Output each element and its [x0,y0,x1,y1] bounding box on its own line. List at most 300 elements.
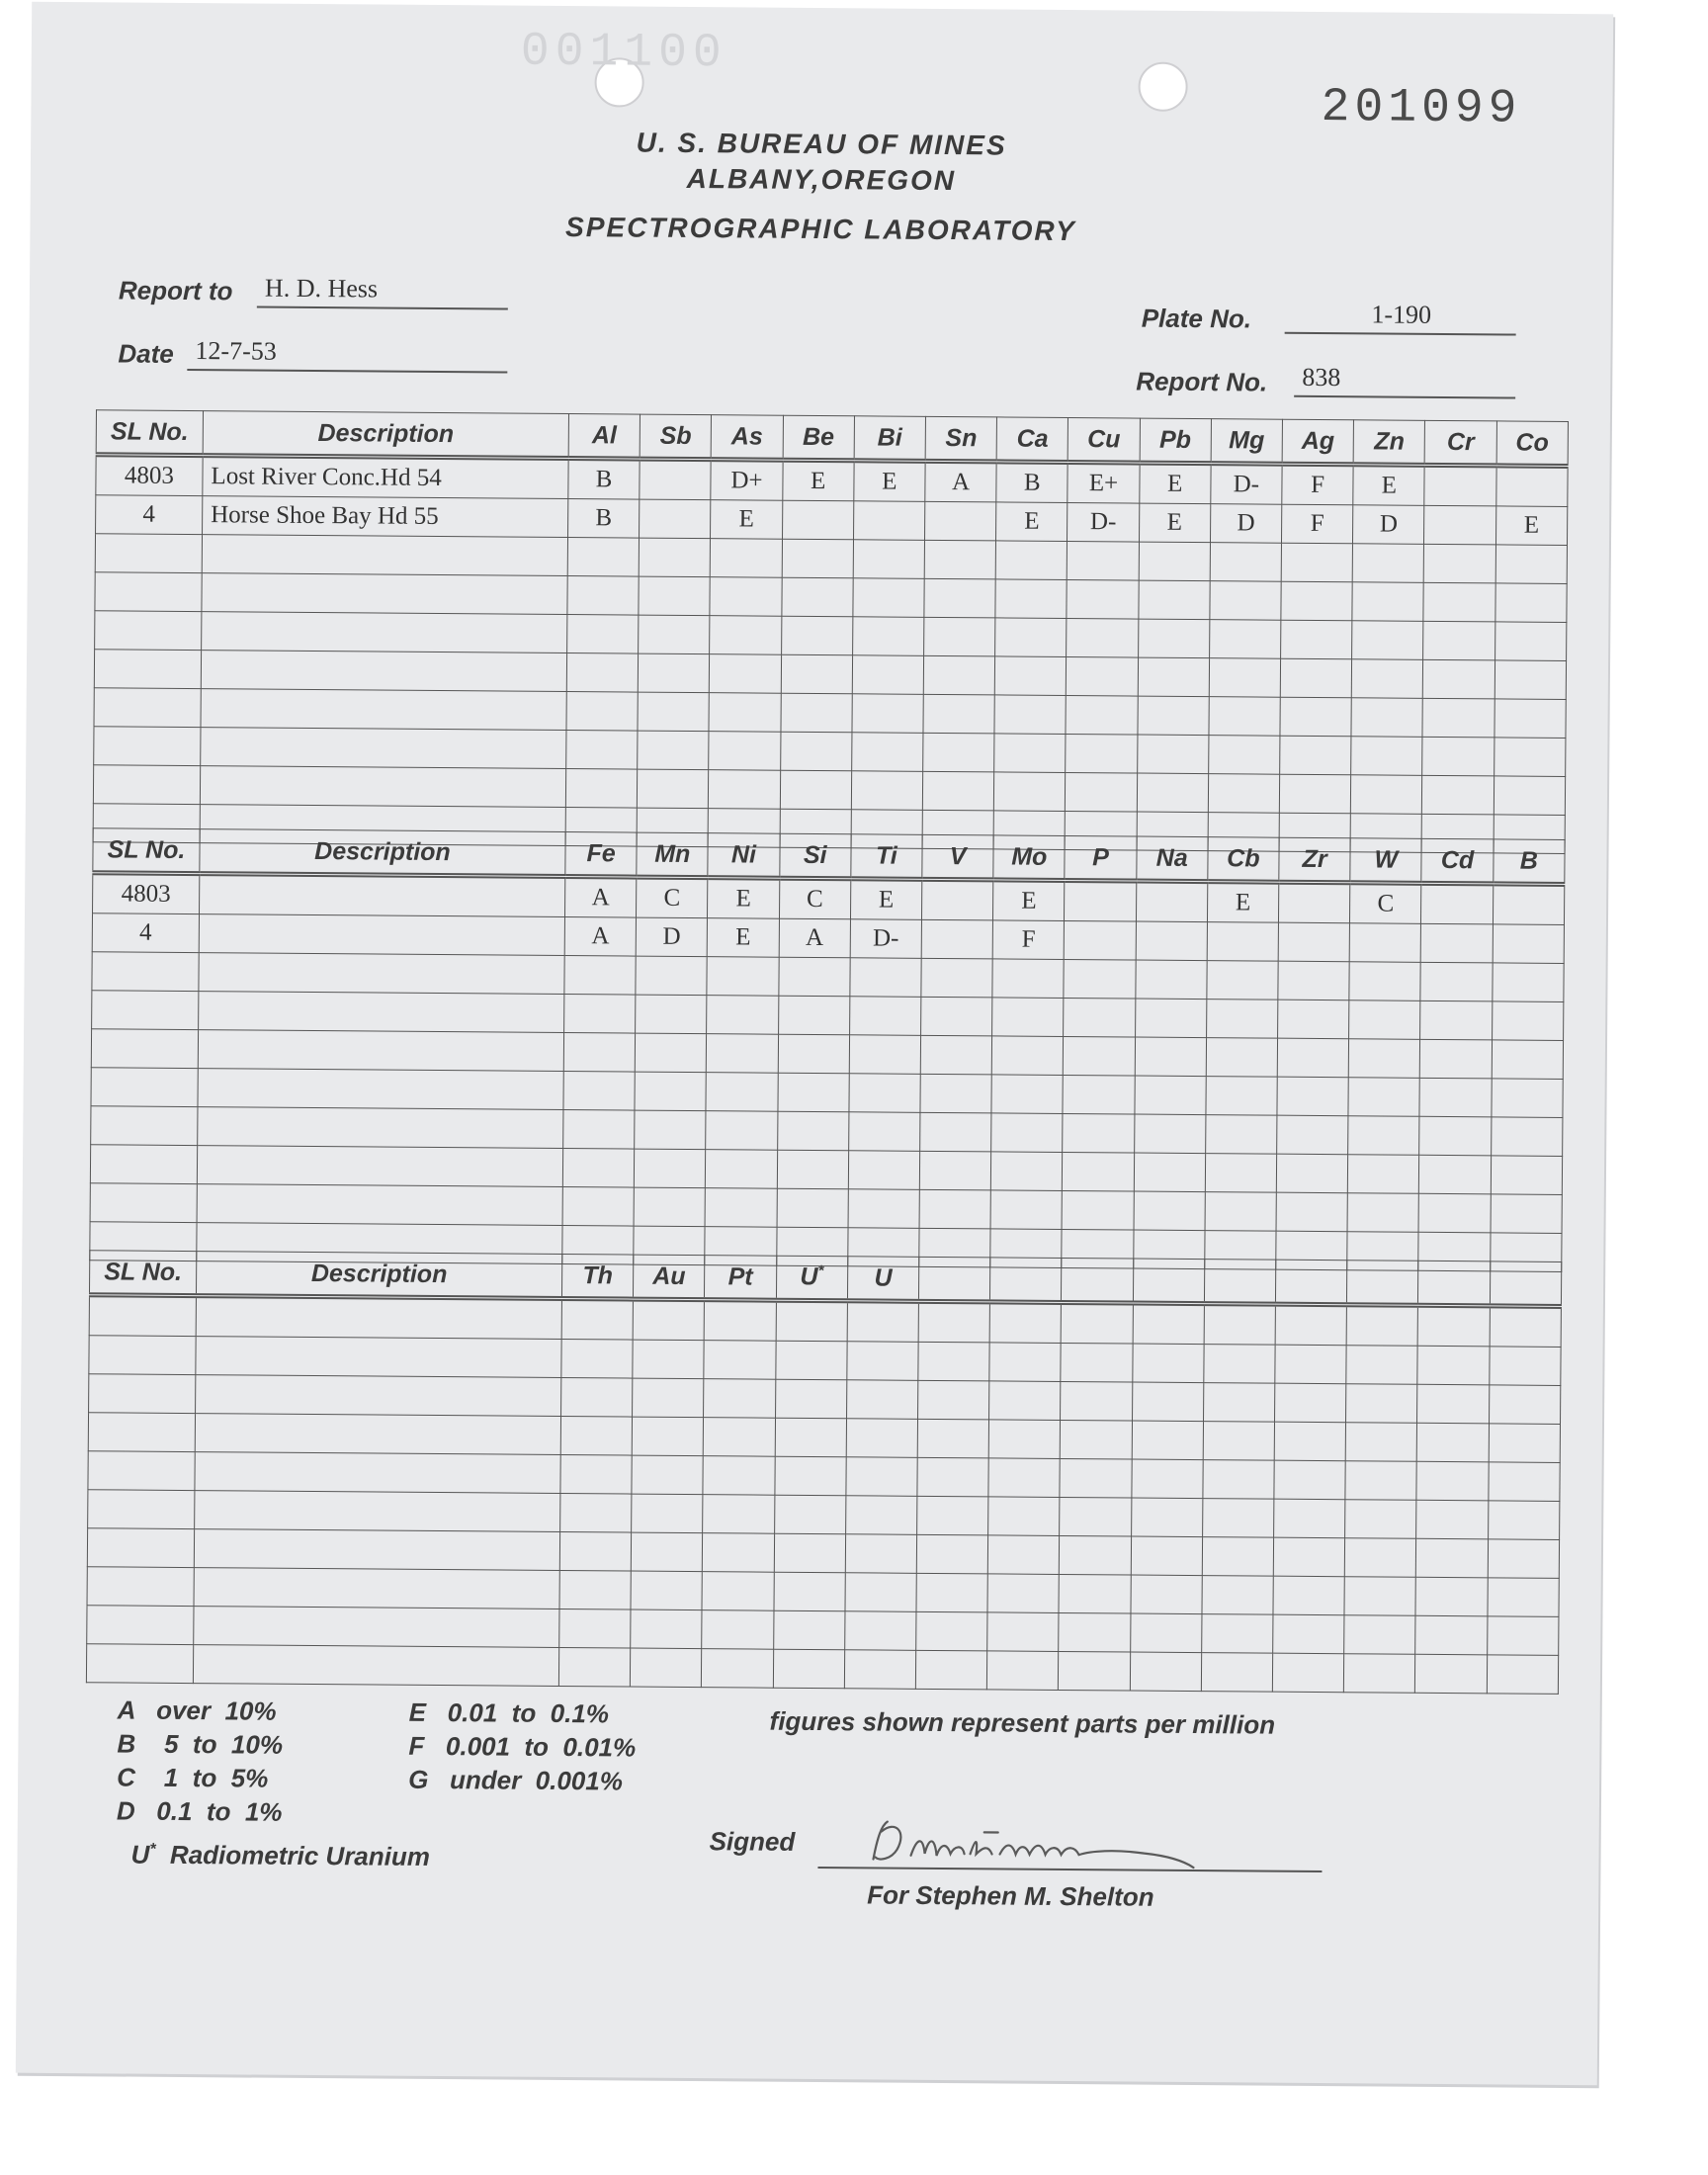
empty-cell [1276,1154,1348,1193]
sl-no-cell: 4 [96,495,203,535]
document-number: 201099 [1321,80,1522,136]
empty-cell [1278,961,1350,1000]
empty-cell [1209,697,1281,737]
element-header: Ni [708,833,780,879]
element-grade-cell: F [992,920,1065,960]
element-grade-cell: E [996,502,1068,542]
empty-cell [988,1497,1061,1536]
empty-cell [1344,1577,1416,1616]
element-grade-cell: E [782,460,854,501]
element-grade-cell [1136,881,1208,922]
empty-cell [93,765,200,805]
empty-cell [564,995,637,1034]
empty-cell [631,1571,703,1610]
empty-cell [197,1146,562,1187]
empty-cell [705,1300,777,1342]
punch-hole [1138,62,1187,112]
empty-cell [201,689,566,731]
element-grade-cell: A [925,461,997,502]
element-header: Au [634,1255,706,1300]
element-header [776,1256,848,1301]
empty-cell [991,1075,1064,1114]
empty-cell [1415,1654,1488,1694]
empty-cell [917,1457,989,1497]
empty-cell [991,1113,1064,1153]
empty-cell [633,1299,705,1341]
element-header: As [712,415,784,461]
empty-cell [1210,581,1282,621]
empty-cell [920,1074,992,1113]
element-header: Na [1136,836,1208,882]
empty-cell [777,1188,849,1228]
empty-cell [561,1377,634,1417]
element-grade-cell [1279,882,1351,923]
empty-cell [1280,658,1352,698]
empty-cell [1063,1113,1135,1153]
element-header: Bi [854,416,926,462]
empty-cell [702,1610,774,1650]
empty-cell [561,1299,634,1341]
element-grade-cell: D- [1211,464,1283,505]
empty-cell [638,653,710,693]
empty-cell [1492,1001,1564,1041]
empty-cell [1134,1114,1206,1154]
empty-cell [194,1607,559,1648]
empty-cell [89,1374,196,1414]
empty-cell [991,1036,1064,1076]
empty-cell [88,1490,195,1529]
empty-cell [1273,1576,1345,1615]
empty-cell [702,1572,774,1611]
empty-cell [195,1414,560,1455]
empty-cell [995,541,1068,580]
empty-cell [200,766,565,808]
empty-cell [1273,1537,1345,1577]
empty-cell [1488,1539,1560,1579]
empty-cell [1347,1193,1419,1233]
element-header: Ca [996,417,1068,463]
empty-cell [918,1301,990,1343]
empty-cell [1423,621,1495,660]
empty-cell [1210,543,1282,582]
empty-cell [704,1379,776,1419]
empty-cell [1277,1077,1349,1116]
empty-cell [198,1069,563,1110]
empty-cell [1487,1655,1559,1695]
empty-cell [846,1457,918,1497]
empty-cell [1352,582,1424,622]
empty-cell [846,1380,918,1420]
empty-cell [560,1454,633,1494]
empty-cell [710,616,782,655]
empty-cell [703,1495,775,1534]
empty-cell [632,1532,704,1572]
empty-cell [94,650,201,689]
empty-cell [994,695,1067,735]
empty-cell [847,1301,919,1343]
empty-cell [1202,1576,1274,1615]
empty-cell [1423,582,1495,622]
empty-cell [916,1611,988,1651]
empty-cell [1063,1075,1135,1114]
element-grade-cell: B [568,499,640,539]
element-grade-cell: A [564,877,637,918]
empty-cell [1132,1421,1204,1460]
report-sheet [16,2,1613,2086]
element-grade-cell: B [996,462,1068,503]
empty-cell [1138,696,1210,736]
empty-cell [1491,1156,1563,1195]
empty-cell [987,1612,1060,1652]
empty-cell [1135,999,1207,1038]
legend-grade-scale-1 [117,1693,284,1828]
empty-cell [1132,1344,1204,1383]
empty-cell [636,995,708,1034]
element-grade-cell [853,501,925,541]
empty-cell [773,1610,845,1650]
ppm-note: figures shown represent parts per million [769,1705,1276,1740]
empty-cell [88,1451,195,1491]
element-header [1204,1260,1276,1305]
empty-cell [92,991,199,1030]
element-header: Zn [1353,420,1425,466]
empty-cell [853,540,925,579]
empty-cell [90,1183,197,1223]
empty-cell [635,1110,707,1150]
empty-cell [1067,656,1139,696]
empty-cell [1349,1000,1421,1040]
empty-cell [1274,1460,1346,1500]
empty-cell [95,572,202,612]
empty-cell [1277,1038,1349,1078]
element-header: Ti [851,834,923,880]
empty-cell [1131,1575,1203,1614]
element-grade-cell: E [708,878,780,919]
empty-cell [1206,1077,1278,1116]
empty-cell [193,1645,558,1687]
empty-cell [1345,1423,1417,1462]
empty-cell [1417,1346,1490,1385]
empty-cell [705,1188,777,1228]
empty-cell [201,728,566,769]
empty-cell [1348,1039,1420,1079]
empty-cell [1418,1193,1491,1233]
header-location: ALBANY,OREGON [686,162,957,197]
element-grade-cell: D [1353,505,1425,545]
empty-cell [1135,1076,1207,1115]
empty-cell [704,1341,776,1380]
empty-cell [1059,1612,1131,1652]
empty-cell [1138,657,1210,697]
empty-cell [1420,1039,1493,1079]
empty-cell [1202,1537,1274,1577]
empty-cell [707,957,779,997]
element-grade-cell [640,499,712,539]
empty-cell [852,694,924,734]
empty-cell [918,1342,990,1381]
element-header: Fe [565,832,638,878]
empty-cell [989,1381,1062,1421]
empty-cell [1489,1462,1561,1502]
empty-cell [638,692,710,732]
empty-cell [994,772,1067,812]
element-grade-cell: E [1495,506,1568,546]
empty-cell [778,957,850,997]
empty-cell [1415,1577,1488,1616]
empty-cell [921,997,993,1036]
element-header: V [922,834,994,880]
empty-cell [560,1493,633,1532]
empty-cell [91,1029,198,1069]
empty-cell [848,1189,920,1229]
empty-cell [988,1535,1061,1575]
empty-cell [703,1456,775,1496]
empty-cell [918,1380,990,1420]
element-grade-cell: B [568,459,640,500]
empty-cell [563,1110,636,1150]
empty-cell [774,1533,846,1573]
empty-cell [1206,1038,1278,1078]
empty-cell [632,1417,704,1456]
empty-cell [1061,1343,1133,1382]
empty-cell [1059,1651,1131,1691]
empty-cell [559,1531,632,1571]
empty-cell [917,1419,989,1458]
empty-cell [709,770,781,810]
empty-cell [1280,736,1352,775]
description-cell: Lost River Conc.Hd 54 [203,456,568,499]
description-cell [200,874,565,917]
empty-cell [88,1413,195,1452]
legend-item: A over 10% [117,1695,277,1726]
empty-cell [1133,1303,1205,1345]
empty-cell [851,771,923,811]
element-header: Pt [705,1256,777,1301]
element-header [1062,1258,1134,1303]
header-bureau: U. S. BUREAU OF MINES [636,127,1007,161]
element-grade-cell [1278,922,1350,962]
empty-cell [1492,963,1564,1002]
empty-cell [781,616,853,655]
empty-cell [638,769,710,809]
empty-cell [1352,544,1424,583]
empty-cell [94,688,201,728]
empty-cell [995,618,1068,657]
empty-cell [780,770,852,810]
empty-cell [1209,620,1281,659]
empty-cell [1135,960,1207,1000]
element-grade-cell [1495,466,1568,507]
empty-cell [1202,1614,1274,1654]
empty-cell [1137,735,1209,774]
element-header: Si [779,833,851,879]
empty-cell [916,1534,988,1574]
empty-cell [563,1072,636,1111]
empty-cell [924,578,996,618]
empty-cell [702,1649,774,1689]
element-header: Be [783,415,855,461]
empty-cell [195,1491,560,1532]
empty-cell [1139,580,1211,620]
empty-cell [990,1190,1063,1230]
element-grade-cell [1421,923,1494,963]
element-grade-cell [1421,883,1494,924]
empty-cell [994,734,1067,773]
element-grade-cell [1349,923,1421,963]
empty-cell [89,1336,196,1375]
empty-cell [995,579,1068,619]
empty-cell [921,958,993,998]
legend-item: E 0.01 to 0.1% [408,1696,610,1729]
empty-cell [1419,1155,1492,1194]
empty-cell [711,539,783,578]
empty-cell [917,1496,989,1535]
empty-cell [778,1073,850,1112]
empty-cell [923,655,995,695]
element-grade-cell: A [564,917,637,957]
empty-cell [91,1106,198,1146]
empty-cell [1204,1345,1276,1384]
empty-cell [847,1342,919,1381]
element-grade-cell [922,879,994,920]
element-grade-cell [782,500,854,540]
element-header: Al [568,414,640,460]
empty-cell [775,1456,847,1496]
element-header: Cb [1208,837,1280,883]
empty-cell [1132,1382,1204,1422]
empty-cell [202,573,567,615]
element-grade-cell: C [779,878,851,919]
element-grade-cell: C [1350,883,1422,924]
empty-cell [632,1494,704,1533]
empty-cell [639,615,711,654]
empty-cell [92,952,199,992]
empty-cell [849,1074,921,1113]
empty-cell [202,612,567,653]
empty-cell [95,611,202,651]
element-header: Cr [1425,420,1497,466]
empty-cell [1131,1498,1203,1537]
plate-value: 1-190 [1285,299,1516,336]
empty-cell [1422,698,1494,738]
radiometric-text: Radiometric Uranium [169,1839,431,1871]
report-to-value: H. D. Hess [257,273,508,310]
empty-cell [703,1533,775,1573]
empty-cell [1209,658,1281,698]
empty-cell [775,1341,847,1380]
empty-cell [844,1611,916,1651]
empty-cell [988,1420,1061,1459]
empty-cell [1422,737,1494,776]
empty-cell [923,694,995,734]
empty-cell [1418,1305,1491,1347]
element-header [1490,1262,1562,1307]
empty-cell [706,1150,778,1189]
empty-cell [1132,1459,1204,1499]
empty-cell [919,1189,991,1229]
empty-cell [1345,1538,1417,1578]
empty-cell [559,1570,632,1610]
empty-cell [565,769,638,809]
element-grade-cell: E [711,500,783,540]
empty-cell [1202,1499,1274,1538]
empty-cell [1423,659,1495,699]
empty-cell [1068,541,1140,580]
empty-cell [920,1035,992,1075]
empty-cell [1491,1117,1563,1157]
empty-cell [196,1375,561,1417]
empty-cell [774,1495,846,1534]
element-grade-cell: C [637,877,709,918]
empty-cell [1280,697,1352,737]
element-grade-cell [1424,505,1496,545]
empty-cell [1490,1306,1562,1348]
empty-cell [1488,1501,1560,1540]
empty-cell [560,1416,633,1455]
element-header: Co [1496,421,1569,467]
empty-cell [1273,1614,1345,1654]
empty-cell [920,1112,992,1152]
sl-no-header: SL No. [96,410,203,456]
empty-cell [1061,1420,1133,1459]
empty-cell [1206,1000,1278,1039]
empty-cell [1352,621,1424,660]
empty-cell [201,651,566,692]
empty-cell [1062,1190,1134,1230]
empty-cell [915,1650,987,1690]
elements-table-1 [93,409,1569,854]
element-grade-cell: F [1282,464,1354,505]
element-grade-cell [1424,465,1496,506]
description-cell [199,914,564,956]
element-grade-cell [1493,924,1565,964]
empty-cell [1491,1194,1563,1234]
empty-cell [1204,1304,1276,1346]
empty-cell [1349,962,1421,1001]
empty-cell [707,996,779,1035]
empty-cell [1492,1040,1564,1080]
element-grade-cell [1065,880,1137,921]
element-grade-cell [1207,922,1279,962]
empty-cell [567,576,640,616]
empty-cell [924,540,996,579]
elements-table-2 [89,827,1565,1272]
empty-cell [567,615,640,654]
empty-cell [86,1644,193,1684]
empty-cell [1134,1191,1206,1231]
empty-cell [852,655,924,695]
empty-cell [1416,1461,1489,1501]
empty-cell [90,1145,197,1184]
empty-cell [1494,622,1567,661]
empty-cell [566,731,639,770]
empty-cell [1138,619,1210,658]
empty-cell [95,534,202,573]
empty-cell [706,1111,778,1151]
element-header [1347,1261,1419,1306]
empty-cell [1205,1192,1277,1232]
empty-cell [1279,774,1351,814]
sl-no-header: SL No. [93,828,200,874]
report-no-label: Report No. [1136,366,1268,397]
empty-cell [775,1418,847,1457]
empty-cell [199,992,564,1033]
empty-cell [922,771,994,811]
element-grade-cell [640,459,712,500]
radiometric-note [130,1840,430,1872]
element-grade-cell: E [850,879,922,920]
empty-cell [1419,1078,1492,1117]
